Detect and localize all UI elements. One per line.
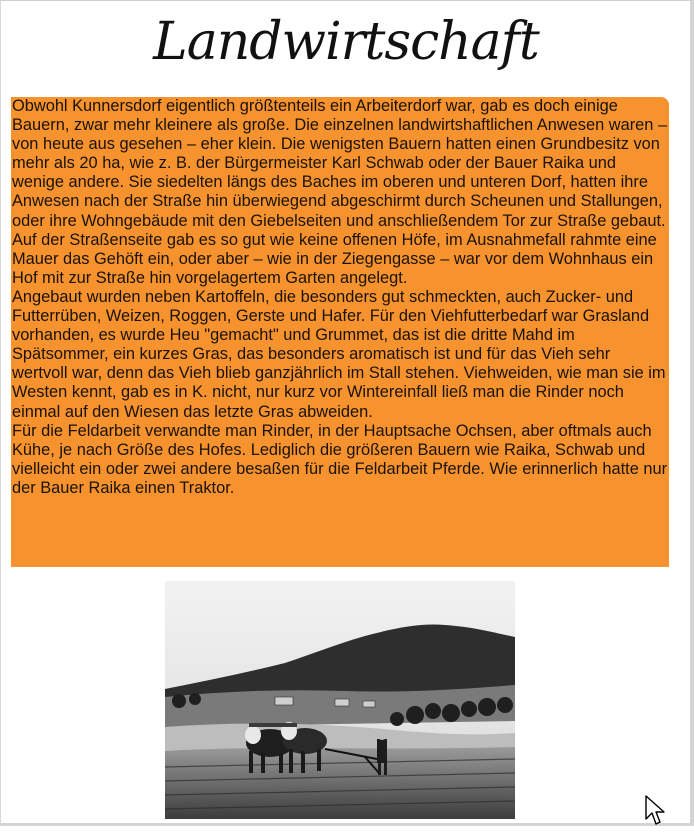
farming-photo [165,581,515,819]
article-textbox [11,97,669,567]
mouse-pointer-icon [645,795,667,832]
page-title: Landwirtschaft [153,12,539,72]
paragraph-2: Angebaut wurden neben Kartoffeln, die besonders gut schmeckten, auch Zucker- und Futterrüben, Weizen, Roggen, Gerste und Hafer. Für den Viehfutterbedarf war Grasland vorhanden, es wurde Heu "gemacht" und Grummet, das ist die dritte Mahd im Spätsommer, ein kurzes Gras, das besonders aromatisch ist und für das Vieh sehr wertvoll war, denn das Vieh blieb ganzjährlich im Stall stehen. Viehweiden, wie man sie im Westen kennt, gab es in K. nicht, nur kurz vor Wintereinfall ließ man die Rinder noch einmal auf den Wiesen das letzte Gras abweiden. [12,287,666,421]
paragraph-3: Für die Feldarbeit verwandte man Rinder, in der Hauptsache Ochsen, aber oftmals auch Kühe, je nach Größe des Hofes. Lediglich die größeren Bauern wie Raika, Schwab und vielleicht ein oder zwei andere besaßen für die Feldarbeit Pferde. Wie erinnerlich hatte nur der Bauer Raika einen Traktor. [12,421,668,497]
paragraph-1: Obwohl Kunnersdorf eigentlich größtenteils ein Arbeiterdorf war, gab es doch einige Bauern, zwar mehr kleinere als große. Die einzelnen landwirtshaftlichen Anwesen waren – von heute aus gesehen – eher klein. Die wenigsten Bauern hatten einen Grundbesitz von mehr als 20 ha, wie z. B. der Bürgermeister Karl Schwab oder der Bauer Raika und wenige andere. Sie siedelten längs des Baches im oberen und unteren Dorf, hatten ihre Anwesen nach der Straße hin überwiegend abgeschirmt durch Scheunen und Stallungen, oder ihre Wohngebäude mit den Giebelseiten und anschließendem Tor zur Straße gebaut. Auf der Straßenseite gab es so gut wie keine offenen Höfe, im Ausnahmefall rahmte eine Mauer das Gehöft ein, oder aber – wie in der Ziegengasse – war vor dem Wohnhaus ein Hof mit zur Straße hin vorgelagertem Garten angelegt. [12,97,668,287]
